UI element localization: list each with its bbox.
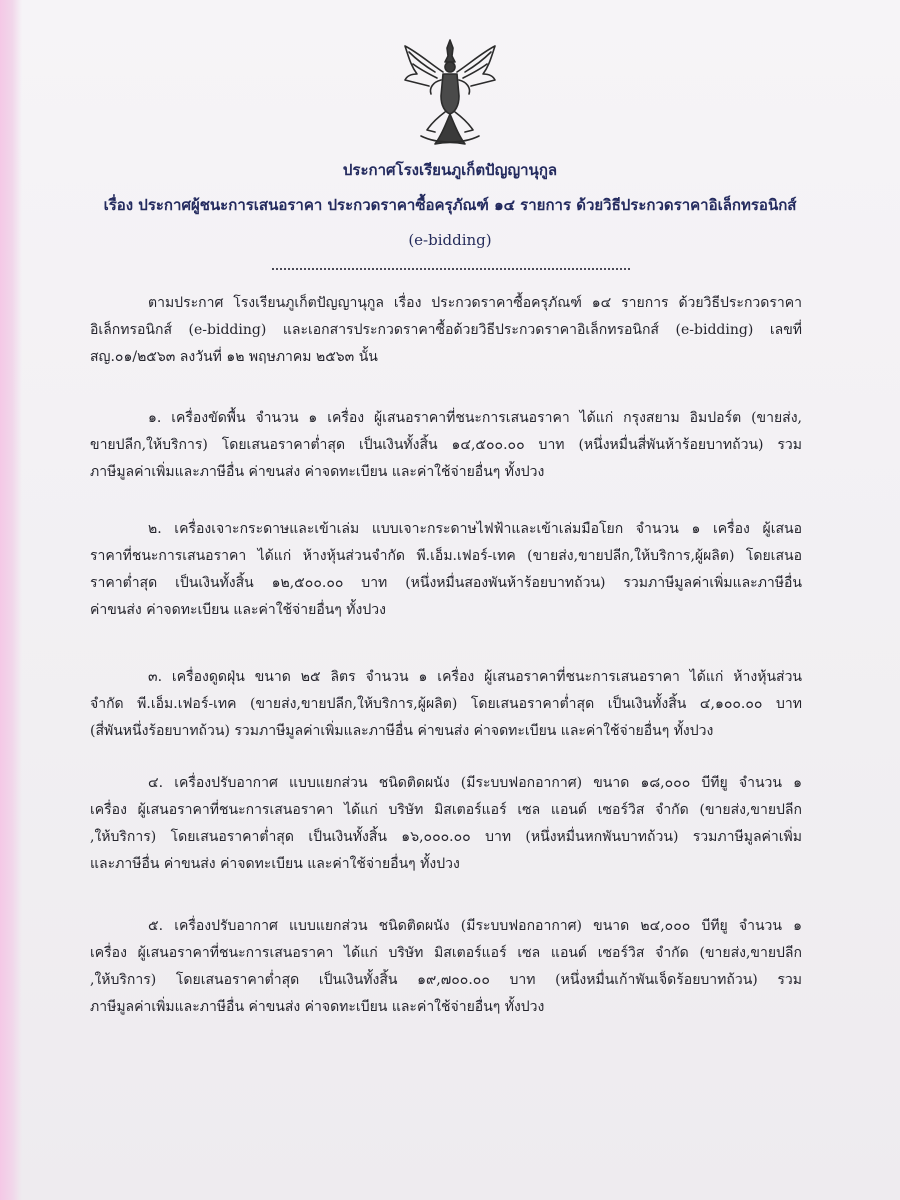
garuda-emblem-icon: [395, 36, 505, 150]
intro-line: ตามประกาศ โรงเรียนภูเก็ตปัญญานุกูล เรื่อง ประกวดราคาซื้อครุภัณฑ์ ๑๔ รายการ ด้วยวิธีประกวดราคา: [148, 295, 802, 311]
intro-line: สญ.๐๑/๒๕๖๓ ลงวันที่ ๑๒ พฤษภาคม ๒๕๖๓ นั้น: [90, 349, 378, 365]
item-line: ๑. เครื่องขัดพื้น จำนวน ๑ เครื่อง ผู้เสนอราคาที่ชนะการเสนอราคา ได้แก่ กรุงสยาม อิมปอร์ต (ขายส่ง,: [148, 410, 802, 426]
item-line: ราคาที่ชนะการเสนอราคา ได้แก่ ห้างหุ้นส่วนจำกัด พี.เอ็ม.เฟอร์-เทค (ขายส่ง,ขายปลีก,ให้บริการ,ผู้ผลิต) โดยเสนอ: [90, 548, 802, 564]
announcement-title: ประกาศโรงเรียนภูเก็ตปัญญานุกูล: [342, 161, 558, 179]
item-line: ๕. เครื่องปรับอากาศ แบบแยกส่วน ชนิดติดผนัง (มีระบบฟอกอากาศ) ขนาด ๒๔,๐๐๐ บีทียู จำนวน ๑: [148, 918, 802, 934]
intro-paragraph: [90, 290, 802, 371]
item-line: เครื่อง ผู้เสนอราคาที่ชนะการเสนอราคา ได้แก่ บริษัท มิสเตอร์แอร์ เซล แอนด์ เซอร์วิส จำกัด (ขายส่ง,ขายปลีก: [90, 945, 802, 961]
item-paragraph-3: [90, 664, 802, 745]
item-line: ๔. เครื่องปรับอากาศ แบบแยกส่วน ชนิดติดผนัง (มีระบบฟอกอากาศ) ขนาด ๑๘,๐๐๐ บีทียู จำนวน ๑: [148, 775, 802, 791]
item-line: ๓. เครื่องดูดฝุ่น ขนาด ๒๕ ลิตร จำนวน ๑ เครื่อง ผู้เสนอราคาที่ชนะการเสนอราคา ได้แก่ ห้างหุ้นส่วน: [148, 669, 802, 685]
item-line: ๒. เครื่องเจาะกระดาษและเข้าเล่ม แบบเจาะกระดาษไฟฟ้าและเข้าเล่มมือโยก จำนวน ๑ เครื่อง ผู้เสนอ: [148, 521, 802, 537]
item-line: และภาษีอื่น ค่าขนส่ง ค่าจดทะเบียน และค่าใช้จ่ายอื่นๆ ทั้งปวง: [90, 856, 460, 872]
item-paragraph-1: [90, 405, 802, 486]
item-line: ภาษีมูลค่าเพิ่มและภาษีอื่น ค่าขนส่ง ค่าจดทะเบียน และค่าใช้จ่ายอื่นๆ ทั้งปวง: [90, 999, 545, 1015]
item-line: ราคาต่ำสุด เป็นเงินทั้งสิ้น ๑๒,๕๐๐.๐๐ บาท (หนึ่งหมื่นสองพันห้าร้อยบาทถ้วน) รวมภาษีมูลค่าเพิ่มและภาษีอื่น: [90, 575, 802, 591]
announcement-subject-tail: (e-bidding): [408, 231, 492, 249]
item-line: ขายปลีก,ให้บริการ) โดยเสนอราคาต่ำสุด เป็นเงินทั้งสิ้น ๑๔,๕๐๐.๐๐ บาท (หนึ่งหมื่นสี่พันห้าร้อยบาทถ้วน) รวม: [90, 437, 802, 453]
item-line: ภาษีมูลค่าเพิ่มและภาษีอื่น ค่าขนส่ง ค่าจดทะเบียน และค่าใช้จ่ายอื่นๆ ทั้งปวง: [90, 464, 545, 480]
item-paragraph-4: [90, 770, 802, 878]
item-line: (สี่พันหนึ่งร้อยบาทถ้วน) รวมภาษีมูลค่าเพิ่มและภาษีอื่น ค่าขนส่ง ค่าจดทะเบียน และค่าใช้จ่ายอื่นๆ ทั้งปวง: [90, 723, 714, 739]
item-line: จำกัด พี.เอ็ม.เฟอร์-เทค (ขายส่ง,ขายปลีก,ให้บริการ,ผู้ผลิต) โดยเสนอราคาต่ำสุด เป็นเงินทั้งสิ้น ๔,๑๐๐.๐๐ บาท: [90, 696, 802, 712]
dotted-divider: [272, 268, 630, 270]
item-line: ,ให้บริการ) โดยเสนอราคาต่ำสุด เป็นเงินทั้งสิ้น ๑๙,๗๐๐.๐๐ บาท (หนึ่งหมื่นเก้าพันเจ็ดร้อยบาทถ้วน) รวม: [90, 972, 802, 988]
item-paragraph-5: [90, 913, 802, 1021]
item-paragraph-2: [90, 516, 802, 624]
item-line: ค่าขนส่ง ค่าจดทะเบียน และค่าใช้จ่ายอื่นๆ ทั้งปวง: [90, 602, 386, 618]
pink-paper-edge: [0, 0, 22, 1200]
intro-line: อิเล็กทรอนิกส์ (e-bidding) และเอกสารประกวดราคาซื้อด้วยวิธีประกวดราคาอิเล็กทรอนิกส์ (e-bidding) เลขที่: [90, 322, 802, 338]
announcement-subject: เรื่อง ประกาศผู้ชนะการเสนอราคา ประกวดราคาซื้อครุภัณฑ์ ๑๔ รายการ ด้วยวิธีประกวดราคาอิเล็กทรอนิกส์: [103, 196, 797, 214]
item-line: ,ให้บริการ) โดยเสนอราคาต่ำสุด เป็นเงินทั้งสิ้น ๑๖,๐๐๐.๐๐ บาท (หนึ่งหมื่นหกพันบาทถ้วน) รวมภาษีมูลค่าเพิ่ม: [90, 829, 802, 845]
item-line: เครื่อง ผู้เสนอราคาที่ชนะการเสนอราคา ได้แก่ บริษัท มิสเตอร์แอร์ เซล แอนด์ เซอร์วิส จำกัด (ขายส่ง,ขายปลีก: [90, 802, 802, 818]
